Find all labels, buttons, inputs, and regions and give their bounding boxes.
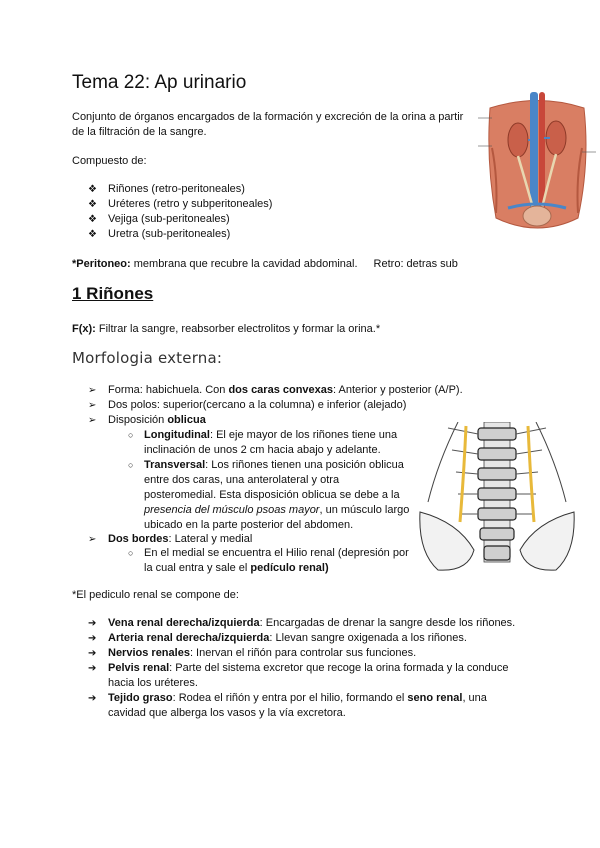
pelvis-text-2: hacia los uréteres. <box>108 677 198 689</box>
intro-paragraph <box>72 110 472 140</box>
pediculo-intro: *El pediculo renal se compone de: <box>72 589 239 601</box>
forma-text-end: : Anterior y posterior (A/P). <box>333 384 463 396</box>
circle-bullet-icon: ○ <box>128 548 134 558</box>
nervios-label: Nervios renales <box>108 647 190 659</box>
list-item <box>128 428 413 458</box>
arrow-bullet-icon: ➢ <box>88 415 97 426</box>
forma-bold: dos caras convexas <box>228 384 334 396</box>
tejido-text-2: cavidad que alberga los vasos y la vía excretora. <box>108 707 346 719</box>
compuesto-label: Compuesto de: <box>72 155 147 167</box>
intro-line-1: Conjunto de órganos encargados de la formación y excreción de la orina a partir <box>72 111 464 123</box>
list-item <box>88 383 508 398</box>
transversal-text-4: , un músculo largo <box>319 504 410 516</box>
list-item <box>88 646 528 661</box>
diamond-bullet-icon: ❖ <box>88 214 97 225</box>
list-item <box>128 546 418 576</box>
diamond-bullet-icon: ❖ <box>88 199 97 210</box>
page-title: Tema 22: Ap urinario <box>72 72 247 93</box>
medial-text-2: la cual entra y sale el <box>144 562 251 574</box>
arrow-bullet-icon: ➢ <box>88 400 97 411</box>
disposicion-bold: oblicua <box>167 414 206 426</box>
fx-label: F(x): <box>72 323 96 335</box>
disposicion-sublist <box>128 428 413 533</box>
list-item <box>88 616 528 631</box>
arrow-bullet-icon: ➢ <box>88 534 97 545</box>
intro-line-2: de la filtración de la sangre. <box>72 126 207 138</box>
longitudinal-text: : El eje mayor de los riñones tiene una <box>209 429 398 441</box>
organ-item-text: Riñones (retro-peritoneales) <box>108 183 245 195</box>
transversal-text: : Los riñones tienen una posición oblicua <box>205 459 404 471</box>
morfologia-heading: Morfologia externa: <box>72 349 223 367</box>
bordes-text: : Lateral y medial <box>168 533 253 545</box>
pediculo-list <box>88 616 528 721</box>
function-line <box>72 322 380 337</box>
spine-illustration <box>418 422 576 577</box>
bordes-label: Dos bordes <box>108 533 169 545</box>
transversal-text-5: ubicado en la parte posterior del abdomen. <box>144 519 354 531</box>
right-arrow-icon: ➔ <box>88 648 97 659</box>
peritoneo-note <box>72 257 458 272</box>
list-item <box>88 212 448 227</box>
seno-text: , una <box>462 692 487 704</box>
diamond-bullet-icon: ❖ <box>88 229 97 240</box>
longitudinal-label: Longitudinal <box>144 429 210 441</box>
diamond-bullet-icon: ❖ <box>88 184 97 195</box>
forma-text: Forma: habichuela. Con <box>108 384 229 396</box>
organ-item-text: Vejiga (sub-peritoneales) <box>108 213 230 225</box>
right-arrow-icon: ➔ <box>88 693 97 704</box>
transversal-text-3: posteromedial. Esta disposición oblicua se debe a la <box>144 489 400 501</box>
section-heading-rinones: 1 Riñones <box>72 284 154 303</box>
right-arrow-icon: ➔ <box>88 618 97 629</box>
bordes-sublist <box>128 546 418 576</box>
peritoneo-label: *Peritoneo: <box>72 258 131 270</box>
right-arrow-icon: ➔ <box>88 663 97 674</box>
seno-label: seno renal <box>407 692 463 704</box>
psoas-italic: presencia del músculo psoas mayor <box>144 504 320 516</box>
transversal-text-2: entre dos caras, una anterolateral y otra <box>144 474 340 486</box>
tejido-label: Tejido graso <box>108 692 173 704</box>
list-item <box>88 182 448 197</box>
medial-text: En el medial se encuentra el Hilio renal (depresión por <box>144 547 409 559</box>
transversal-label: Transversal <box>144 459 206 471</box>
urinary-system-illustration <box>478 88 596 238</box>
disposicion-text: Disposición <box>108 414 168 426</box>
tejido-text: : Rodea el riñón y entra por el hilio, formando el <box>172 692 408 704</box>
retro-note: Retro: detras sub <box>373 258 458 270</box>
list-item <box>88 661 528 691</box>
polos-text: Dos polos: superior(cercano a la columna) e inferior (alejado) <box>108 399 407 411</box>
organ-item-text: Uretra (sub-peritoneales) <box>108 228 231 240</box>
circle-bullet-icon: ○ <box>128 460 134 470</box>
organ-item-text: Uréteres (retro y subperitoneales) <box>108 198 273 210</box>
list-item <box>88 631 528 646</box>
arrow-bullet-icon: ➢ <box>88 385 97 396</box>
peritoneo-text: membrana que recubre la cavidad abdominal. <box>130 258 358 270</box>
longitudinal-text-2: inclinación de unos 2 cm hacia abajo y adelante. <box>144 444 381 456</box>
list-item <box>88 532 418 547</box>
bordes-item <box>88 532 418 547</box>
vena-text: : Encargadas de drenar la sangre desde los riñones. <box>259 617 516 629</box>
circle-bullet-icon: ○ <box>128 430 134 440</box>
right-arrow-icon: ➔ <box>88 633 97 644</box>
list-item <box>128 458 413 533</box>
organ-list <box>88 182 448 242</box>
pelvis-label: Pelvis renal <box>108 662 170 674</box>
list-item <box>88 197 448 212</box>
pediculo-bold: pedículo renal) <box>250 562 329 574</box>
arteria-text: : Llevan sangre oxigenada a los riñones. <box>269 632 467 644</box>
arteria-label: Arteria renal derecha/izquierda <box>108 632 270 644</box>
list-item <box>88 691 528 721</box>
vena-label: Vena renal derecha/izquierda <box>108 617 260 629</box>
list-item <box>88 227 448 242</box>
pelvis-text: : Parte del sistema excretor que recoge la orina formada y la conduce <box>169 662 509 674</box>
fx-text: Filtrar la sangre, reabsorber electrolitos y formar la orina.* <box>95 323 381 335</box>
list-item <box>88 398 508 413</box>
nervios-text: : Inervan el riñón para controlar sus funciones. <box>189 647 417 659</box>
